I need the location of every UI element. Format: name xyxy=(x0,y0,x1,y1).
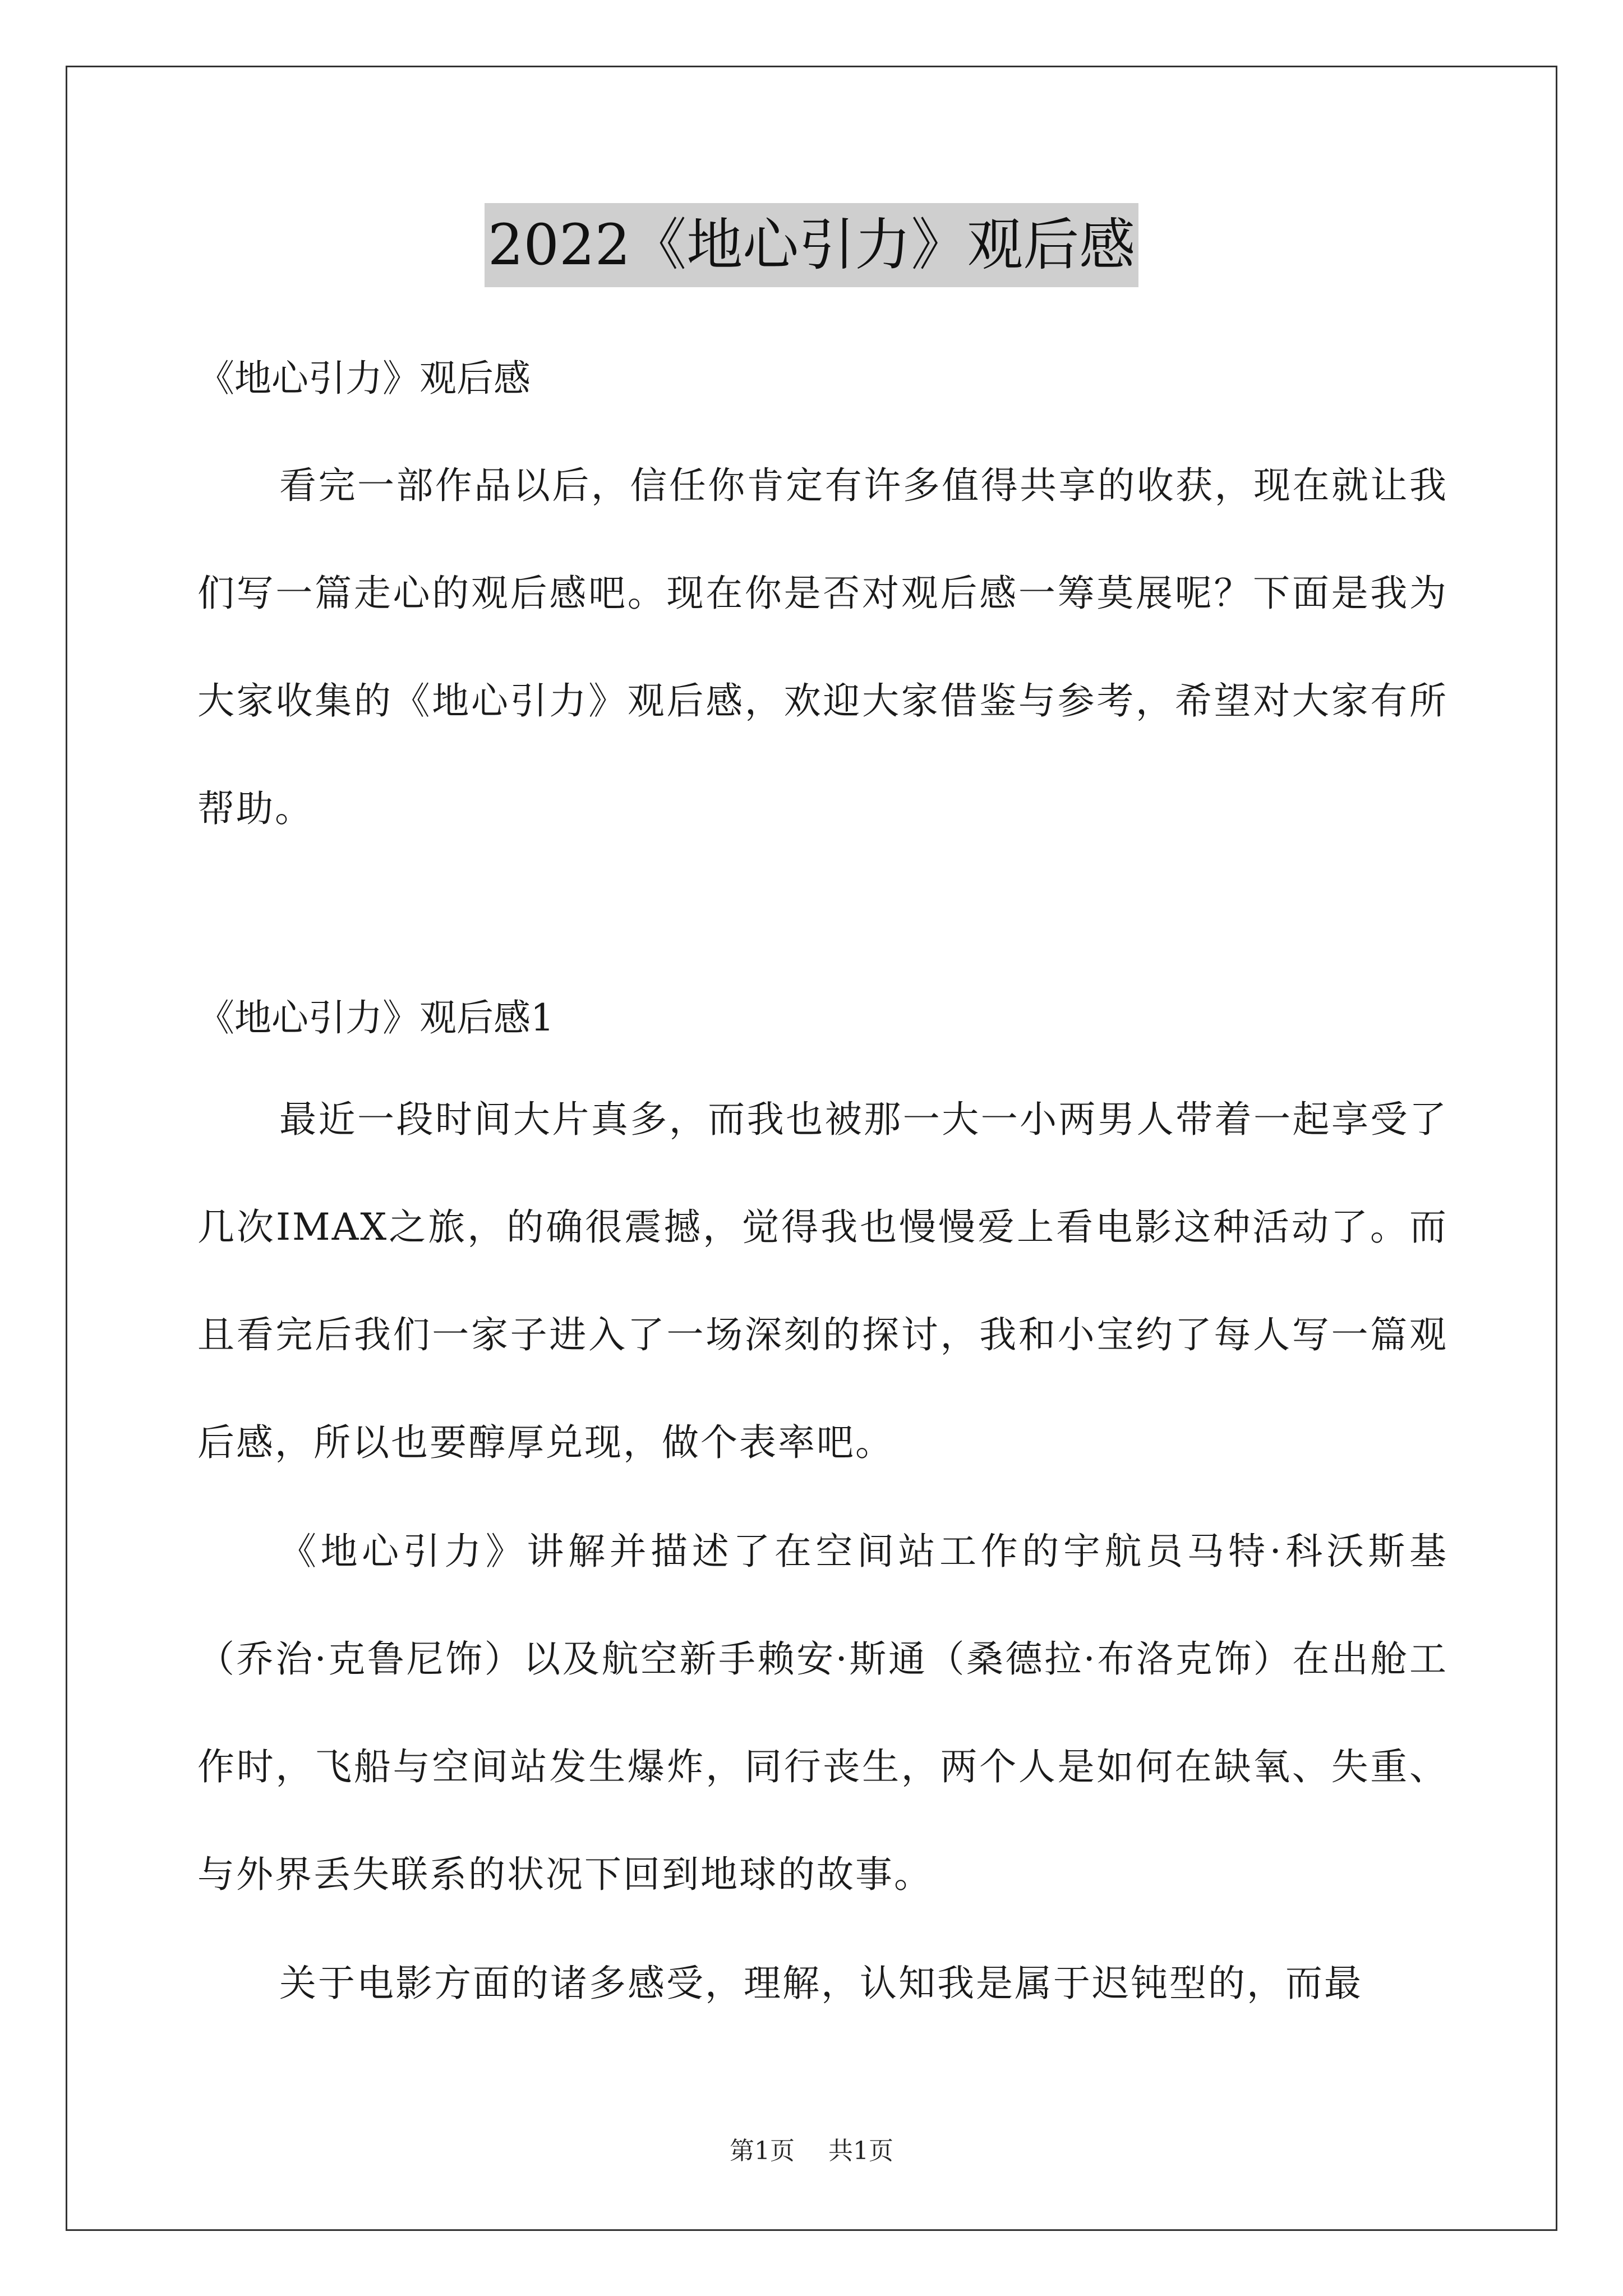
intro-heading: 《地心引力》观后感 xyxy=(197,357,531,400)
intro-paragraph: 看完一部作品以后，信任你肯定有许多值得共享的收获，现在就让我们写一篇走心的观后感吧。现在你是否对观后感一筹莫展呢？下面是我为大家收集的《地心引力》观后感，欢迎大家借鉴与参考，希望对大家有所帮助。 xyxy=(197,464,1448,830)
document-title: 2022《地心引力》观后感 xyxy=(485,203,1139,287)
title-block xyxy=(0,203,1623,287)
section1-heading: 《地心引力》观后感1 xyxy=(197,996,554,1039)
section1-paragraph-2: 《地心引力》讲解并描述了在空间站工作的宇航员马特·科沃斯基（乔治·克鲁尼饰）以及航空新手赖安·斯通（桑德拉·布洛克饰）在出舱工作时，飞船与空间站发生爆炸，同行丧生，两个人是如何在缺氧、失重、与外界丢失联系的状况下回到地球的故事。 xyxy=(197,1530,1448,1896)
page-number: 第1页 xyxy=(730,2137,795,2165)
section1-paragraph-3: 关于电影方面的诸多感受，理解，认知我是属于迟钝型的，而最 xyxy=(279,1962,1363,2005)
page-total: 共1页 xyxy=(828,2137,893,2165)
section1-paragraph-1: 最近一段时间大片真多，而我也被那一大一小两男人带着一起享受了几次IMAX之旅，的确很震撼，觉得我也慢慢爱上看电影这种活动了。而且看完后我们一家子进入了一场深刻的探讨，我和小宝约了每人写一篇观后感，所以也要醇厚兑现，做个表率吧。 xyxy=(197,1098,1448,1464)
page-footer xyxy=(0,2134,1623,2168)
